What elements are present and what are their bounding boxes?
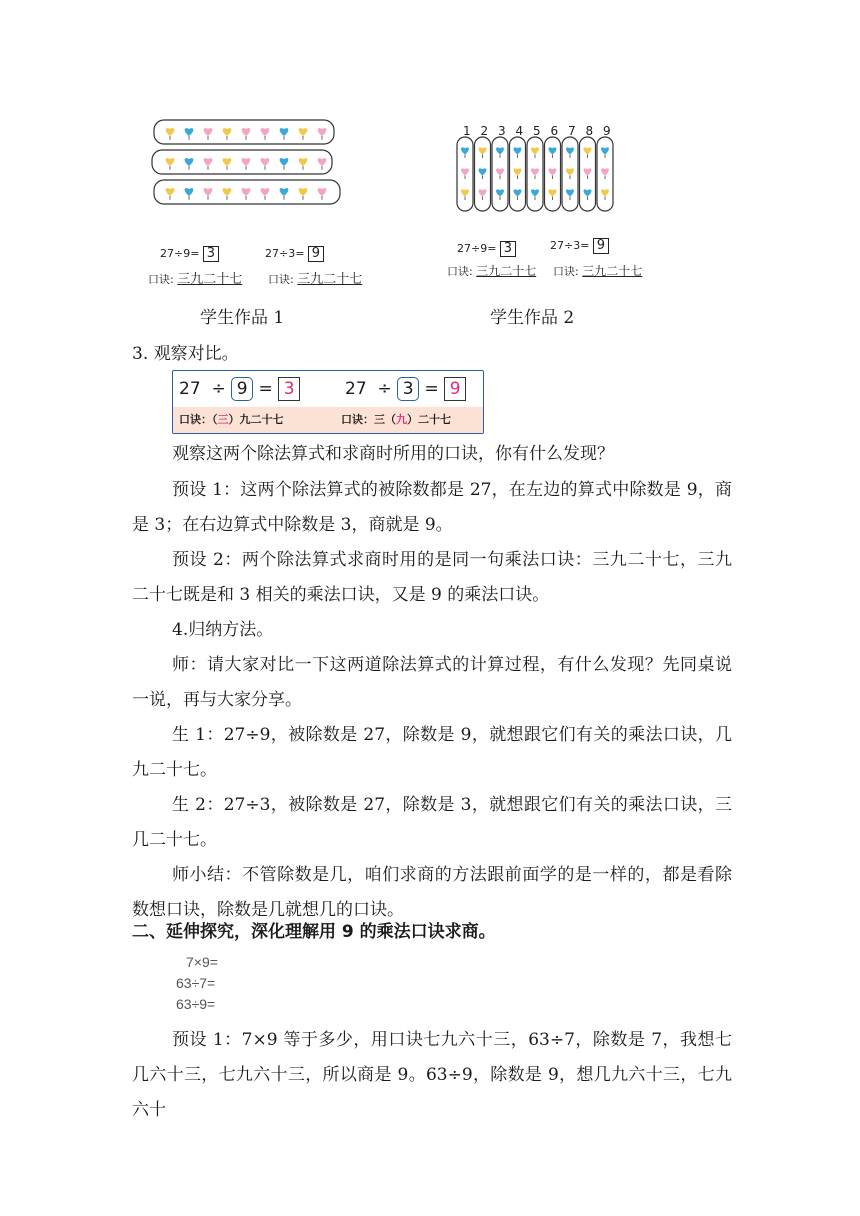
balloon-heart-icon <box>223 188 232 196</box>
balloon-heart-icon <box>166 188 175 196</box>
balloon-heart-icon <box>318 128 327 136</box>
work2-answer-box-1: 3 <box>500 241 516 257</box>
paragraph-teacher-question: 师：请大家对比一下这两道除法算式的计算过程，有什么发现？先同桌说一说，再与大家分享。 <box>132 655 732 710</box>
column-number: 7 <box>568 124 576 138</box>
balloon-heart-icon <box>496 147 504 154</box>
work1-koujue-2: 口诀: 三九二十七 <box>268 272 363 287</box>
balloon-heart-icon <box>242 158 251 166</box>
column-number: 1 <box>463 124 471 138</box>
paragraph-preset-2: 预设 2：两个除法算式求商时用的是同一句乘法口诀：三九二十七，三九二十七既是和 3 相关的乘法口诀，又是 9 的乘法口诀。 <box>132 550 732 605</box>
balloon-heart-icon <box>479 189 487 196</box>
right-koujue: 口诀：三（九）二十七 <box>341 413 451 426</box>
balloon-heart-icon <box>299 128 308 136</box>
balloon-heart-icon <box>584 189 592 196</box>
balloon-heart-icon <box>185 128 194 136</box>
balloon-heart-icon <box>601 168 609 175</box>
column-number: 8 <box>585 124 594 138</box>
balloon-heart-icon <box>166 128 175 136</box>
balloon-heart-icon <box>318 188 327 196</box>
paragraph-summarize-heading: 4.归纳方法。 <box>172 620 274 640</box>
column-number: 4 <box>515 124 524 138</box>
balloon-heart-icon <box>549 189 557 196</box>
balloon-heart-icon <box>514 147 522 154</box>
paragraph-teacher-summary: 师小结：不管除数是几，咱们求商的方法跟前面学的是一样的，都是看除数想口诀，除数是几就想几的口诀。 <box>132 865 732 920</box>
balloon-heart-icon <box>514 168 522 175</box>
balloon-heart-icon <box>566 168 574 175</box>
work2-koujue-1: 口诀: 三九二十七 <box>447 264 537 278</box>
balloon-heart-icon <box>185 158 194 166</box>
exercise-list <box>176 952 218 1015</box>
balloon-heart-icon <box>261 158 270 166</box>
balloon-heart-icon <box>280 128 289 136</box>
balloon-heart-icon <box>584 168 592 175</box>
comparison-koujue-strip <box>173 407 483 433</box>
balloon-heart-icon <box>299 188 308 196</box>
balloon-heart-icon <box>566 189 574 196</box>
left-divisor-box: 9 <box>231 377 253 401</box>
paragraph-student-1: 生 1：27÷9，被除数是 27，除数是 9，就想跟它们有关的乘法口诀，几九二十七。 <box>132 725 732 780</box>
left-quotient-box: 3 <box>278 377 300 401</box>
paragraph-student-2: 生 2：27÷3，被除数是 27，除数是 3，就想跟它们有关的乘法口诀，三几二十七。 <box>132 795 732 850</box>
balloon-heart-icon <box>204 188 213 196</box>
balloon-heart-icon <box>496 189 504 196</box>
balloon-heart-icon <box>261 188 270 196</box>
work1-koujue-1: 口诀: 三九二十七 <box>148 272 243 287</box>
work1-equation-2: 27÷3= 9 <box>265 246 324 262</box>
work1-equation-1: 27÷9= 3 <box>160 246 219 262</box>
balloon-heart-icon <box>496 168 504 175</box>
paragraph-preset-1: 预设 1：这两个除法算式的被除数都是 27，在左边的算式中除数是 9，商是 3；在右边算式中除数是 3，商就是 9。 <box>132 480 732 535</box>
student-work-1-drawing <box>150 115 370 215</box>
balloon-heart-icon <box>242 128 251 136</box>
work1-answer-box-2: 9 <box>308 246 324 262</box>
balloon-heart-icon <box>204 158 213 166</box>
balloon-heart-icon <box>461 168 469 175</box>
work2-koujue-2: 口诀: 三九二十七 <box>553 264 643 278</box>
comparison-equations <box>173 371 483 407</box>
right-divisor-box: 3 <box>397 377 419 401</box>
balloon-heart-icon <box>566 147 574 154</box>
balloon-heart-icon <box>549 147 557 154</box>
balloon-heart-icon <box>601 189 609 196</box>
column-number: 6 <box>550 124 559 138</box>
paragraph-observe-question: 观察这两个除法算式和求商时所用的口诀，你有什么发现？ <box>172 444 614 464</box>
right-quotient-box: 9 <box>444 377 466 401</box>
caption-work-1: 学生作品 1 <box>200 308 285 328</box>
column-number: 2 <box>480 124 489 138</box>
balloon-heart-icon <box>280 158 289 166</box>
balloon-heart-icon <box>531 189 539 196</box>
column-number: 3 <box>498 124 506 138</box>
work2-equation-1: 27÷9= 3 <box>457 241 516 257</box>
balloon-heart-icon <box>514 189 522 196</box>
balloon-heart-icon <box>242 188 251 196</box>
balloon-heart-icon <box>531 168 539 175</box>
exercise-item: 63÷9= <box>176 996 216 1012</box>
left-koujue: 口诀：（三）九二十七 <box>179 413 284 426</box>
balloon-heart-icon <box>223 128 232 136</box>
balloon-heart-icon <box>204 128 213 136</box>
column-number: 9 <box>603 124 611 138</box>
section-3-heading: 3. 观察对比。 <box>132 344 239 364</box>
balloon-heart-icon <box>185 188 194 196</box>
balloon-heart-icon <box>261 128 270 136</box>
balloon-heart-icon <box>531 147 539 154</box>
balloon-heart-icon <box>584 147 592 154</box>
caption-work-2: 学生作品 2 <box>490 308 575 328</box>
work2-answer-box-2: 9 <box>593 238 609 254</box>
balloon-heart-icon <box>479 147 487 154</box>
right-equation: 27 ÷ 3 = 9 <box>345 377 466 401</box>
balloon-heart-icon <box>549 168 557 175</box>
balloon-heart-icon <box>166 158 175 166</box>
balloon-heart-icon <box>461 189 469 196</box>
exercise-item: 7×9= <box>186 954 218 970</box>
left-equation: 27 ÷ 9 = 3 <box>179 377 300 401</box>
balloon-heart-icon <box>223 158 232 166</box>
comparison-box <box>172 370 484 434</box>
balloon-heart-icon <box>601 147 609 154</box>
student-work-2-drawing <box>455 135 625 215</box>
balloon-heart-icon <box>318 158 327 166</box>
balloon-heart-icon <box>461 147 469 154</box>
column-number: 5 <box>533 124 541 138</box>
section-2-heading: 二、延伸探究，深化理解用 9 的乘法口诀求商。 <box>132 922 496 942</box>
balloon-heart-icon <box>299 158 308 166</box>
exercise-item: 63÷7= <box>176 975 216 991</box>
paragraph-preset-3: 预设 1：7×9 等于多少，用口诀七九六十三，63÷7，除数是 7，我想七几六十三，七九六十三，所以商是 9。63÷9，除数是 9，想几九六十三，七九六十 <box>132 1030 732 1120</box>
balloon-heart-icon <box>479 168 487 175</box>
work2-equation-2: 27÷3= 9 <box>550 238 609 254</box>
work1-answer-box-1: 3 <box>203 246 219 262</box>
balloon-heart-icon <box>280 188 289 196</box>
